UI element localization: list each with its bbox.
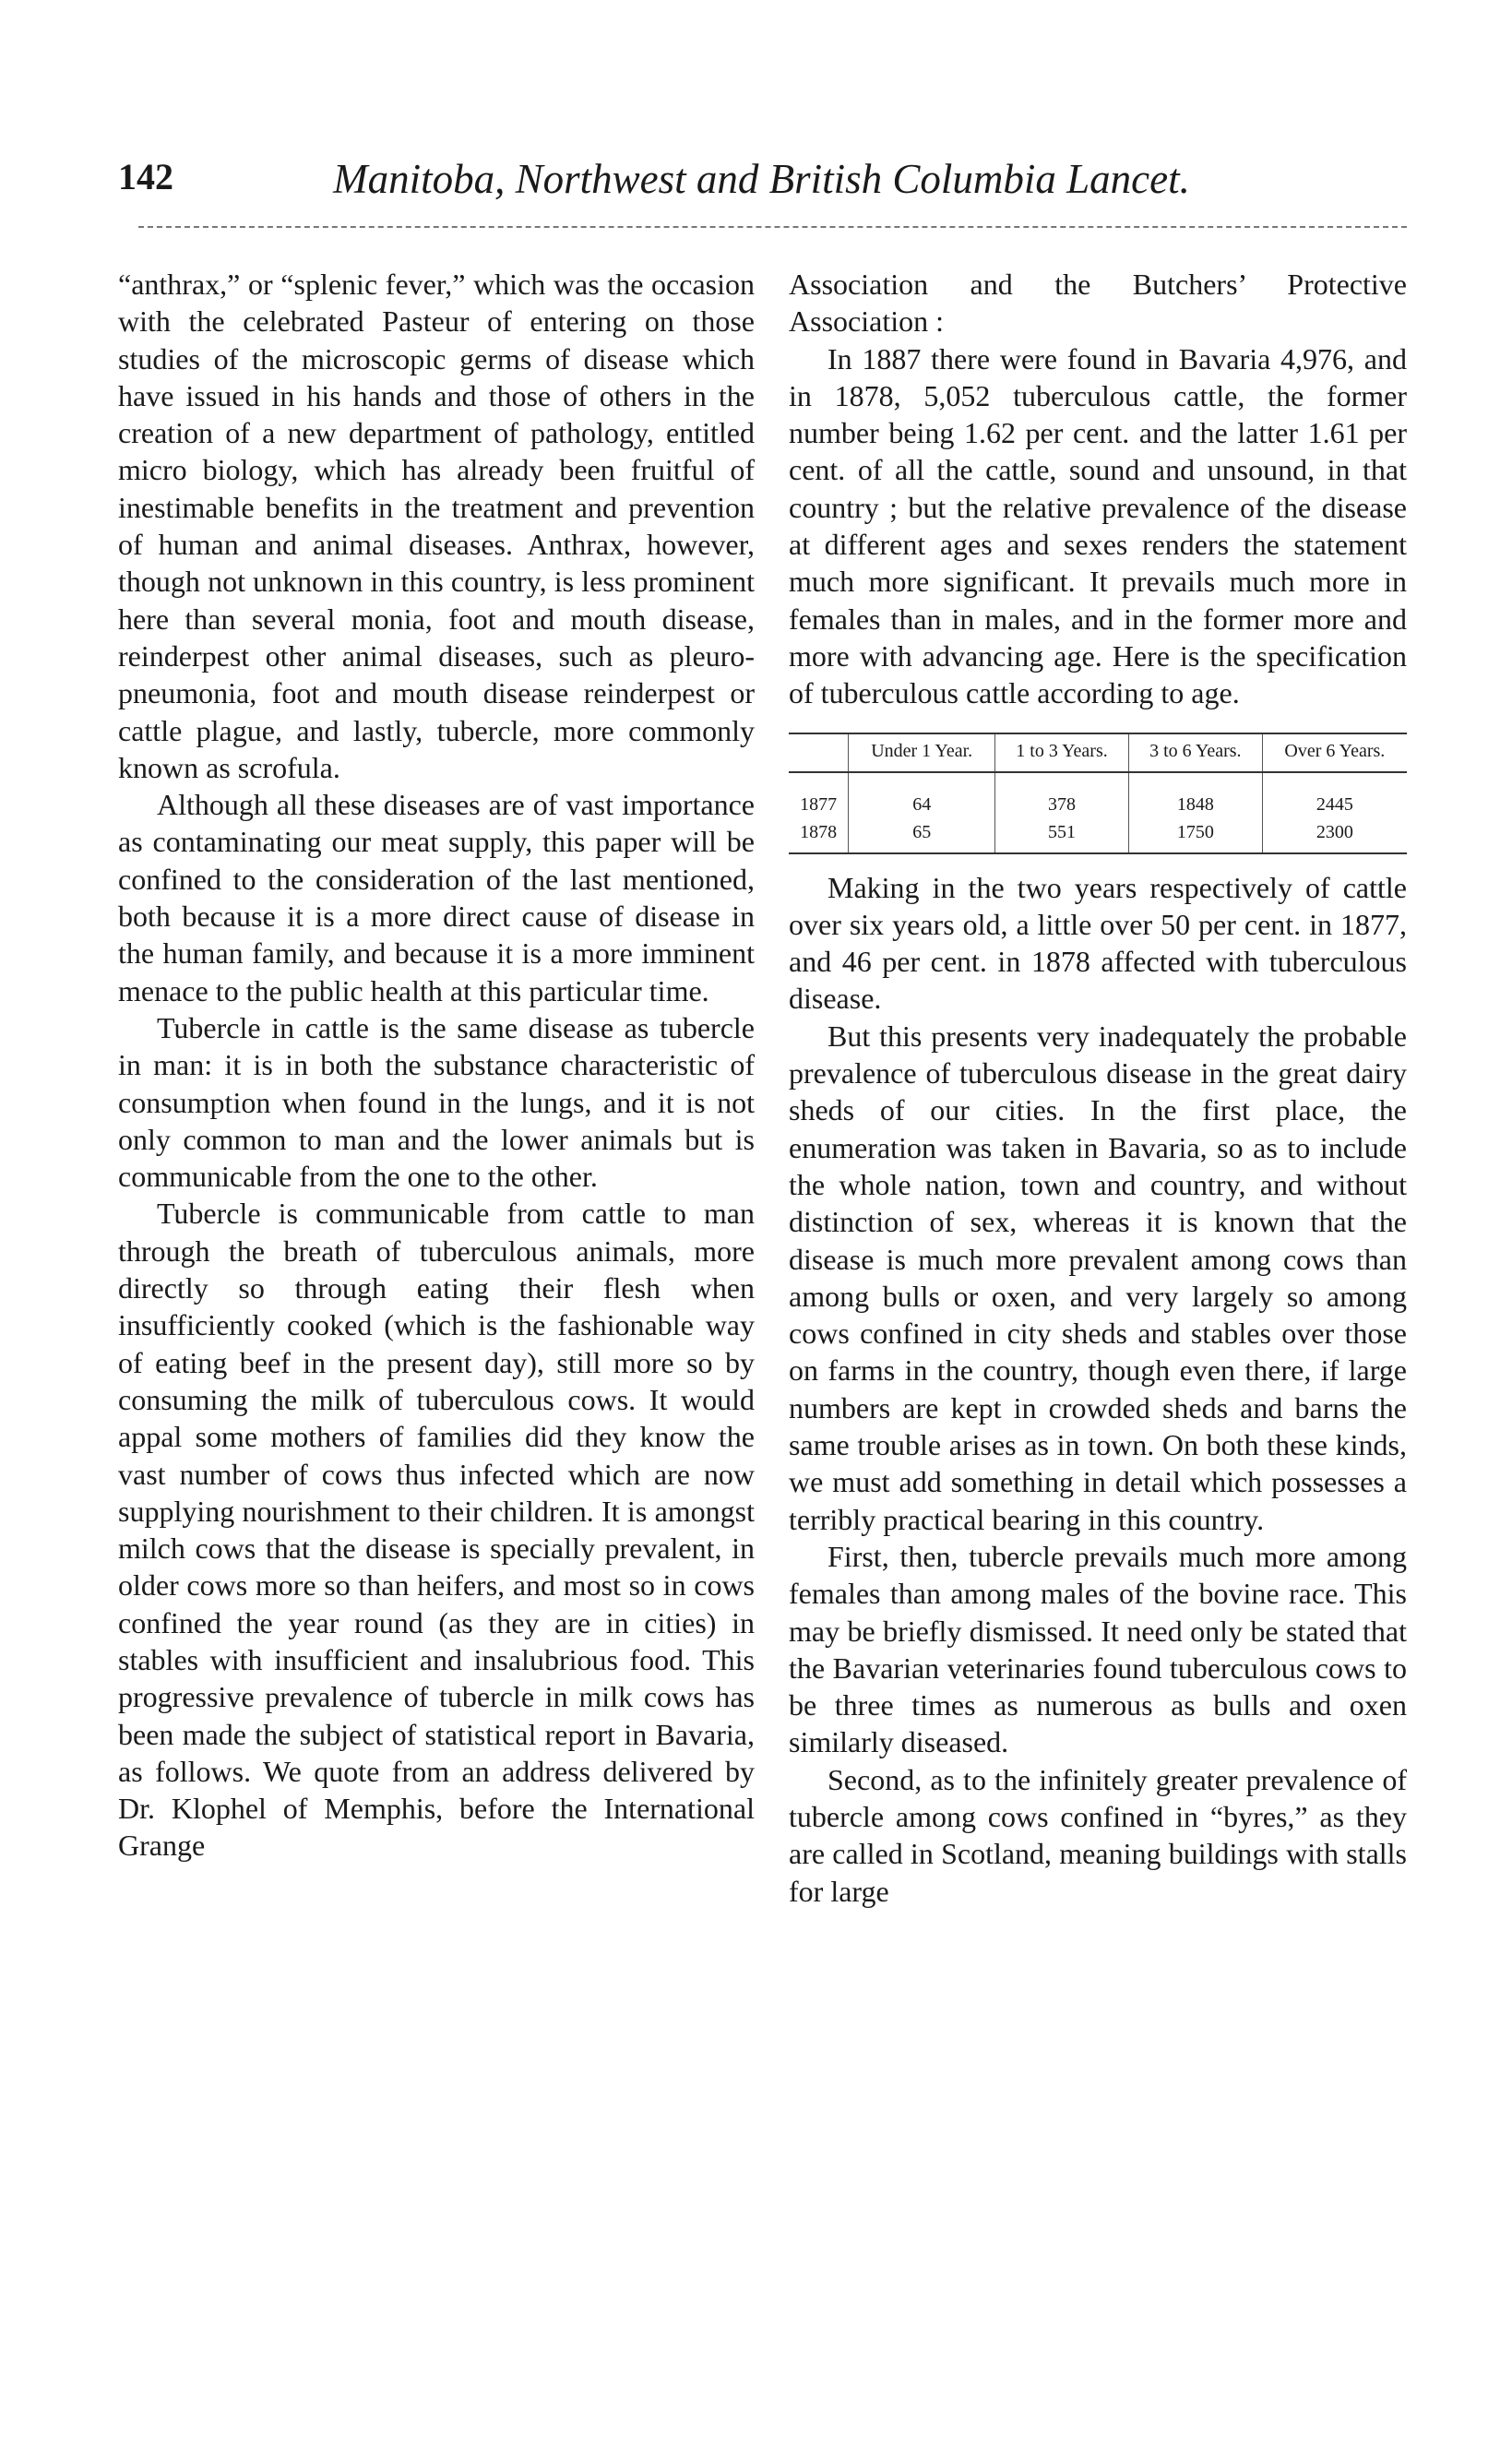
table-header-cell: 3 to 6 Years. xyxy=(1128,733,1262,772)
journal-title: Manitoba, Northwest and British Columbia Lancet. xyxy=(333,156,1190,202)
table-header-cell: Under 1 Year. xyxy=(849,733,995,772)
table-cell: 1750 xyxy=(1128,818,1262,853)
right-paragraph-5: First, then, tubercle prevails much more among females than among males of the bovine race. This may be briefly dismissed. It need only be stated that the Bavarian veterinaries found tuberculous cows to be three times as numerous as bulls and oxen similarly diseased. xyxy=(789,1539,1407,1759)
table-header-row xyxy=(789,733,1407,772)
left-paragraph-2: Although all these diseases are of vast importance as contaminating our meat supply, this paper will be confined to the consideration of the last mentioned, both because it is a more direct cause of disease in the human family, and because it is a more imminent menace to the public health at this particular time. xyxy=(118,788,755,1007)
right-paragraph-6: Second, as to the infinitely greater prevalence of tubercle among cows confined in “byres,” as they are called in Scotland, meaning buildings with stalls for large xyxy=(789,1762,1407,1908)
left-paragraph-4: Tubercle is communicable from cattle to man through the breath of tuberculous animals, more directly so through eating their flesh when insufficiently cooked (which is the fashionable way of eating beef in the present day), still more so by consuming the milk of tuberculous cows. It would appal some mothers of families did they know the vast number of cows thus infected which are now supplying nourishment to their children. It is amongst milch cows that the disease is specially prevalent, in older cows more so than heifers, and most so in cows confined the year round (as they are in cities) in stables with insufficient and insalubrious food. This progressive prevalence of tubercle in milk cows has been made the subject of statistical report in Bavaria, as follows. We quote from an address delivered by Dr. Klophel of Memphis, before the International Grange xyxy=(118,1197,755,1863)
table-cell: 2300 xyxy=(1262,818,1407,853)
page-number: 142 xyxy=(118,156,173,197)
table-row xyxy=(789,772,1407,818)
right-column xyxy=(789,266,1407,1910)
right-paragraph-1: Association and the Butchers’ Protective Association : xyxy=(789,268,1407,339)
table-cell: 2445 xyxy=(1262,772,1407,818)
right-paragraph-4: But this presents very inadequately the probable prevalence of tuberculous disease in the great dairy sheds of our cities. In the first place, the enumeration was taken in Bavaria, so as to include the whole nation, town and country, and without distinction of sex, whereas it is known that the disease is much more prevalent among cows than among bulls or oxen, and very largely so among cows confined in city sheds and stables over those on farms in the country, though even there, if large numbers are kept in crowded sheds and barns the same trouble arises as in town. On both these kinds, we must add something in detail which possesses a terribly practical bearing in this country. xyxy=(789,1019,1407,1536)
left-column xyxy=(118,266,755,1865)
tuberculous-cattle-by-age-table xyxy=(789,733,1407,854)
table-header-cell: Over 6 Years. xyxy=(1262,733,1407,772)
header-rule xyxy=(138,226,1407,228)
table-cell: 1877 xyxy=(789,772,849,818)
table-header-cell: 1 to 3 Years. xyxy=(995,733,1129,772)
left-paragraph-1: “anthrax,” or “splenic fever,” which was the occasion with the celebrated Pasteur of entering on those studies of the microscopic germs of disease which have issued in his hands and those of others in the creation of a new department of pathology, entitled micro biology, which has already been fruitful of inestimable benefits in the treatment and prevention of human and animal diseases. Anthrax, however, though not unknown in this country, is less prominent here than several monia, foot and mouth disease, reinderpest other animal diseases, such as pleuro-pneumonia, foot and mouth disease reinderpest or cattle plague, and lastly, tubercle, more commonly known as scrofula. xyxy=(118,268,755,784)
table-cell: 1878 xyxy=(789,818,849,853)
table-cell: 65 xyxy=(849,818,995,853)
page-header xyxy=(118,155,1405,220)
right-paragraph-3: Making in the two years respectively of cattle over six years old, a little over 50 per cent. in 1877, and 46 per cent. in 1878 affected with tuberculous disease. xyxy=(789,870,1407,1016)
table-cell: 64 xyxy=(849,772,995,818)
right-paragraph-2: In 1887 there were found in Bavaria 4,976, and in 1878, 5,052 tuberculous cattle, the former number being 1.62 per cent. and the latter 1.61 per cent. of all the cattle, sound and unsound, in that country ; but the relative prevalence of the disease at different ages and sexes renders the statement much more significant. It prevails much more in females than in males, and in the former more and more with advancing age. Here is the specification of tuberculous cattle according to age. xyxy=(789,341,1407,710)
table-header-cell xyxy=(789,733,849,772)
table-cell: 378 xyxy=(995,772,1129,818)
table-cell: 551 xyxy=(995,818,1129,853)
left-paragraph-3: Tubercle in cattle is the same disease as tubercle in man: it is in both the substance characteristic of consumption when found in the lungs, and it is not only common to man and the lower animals but is communicable from the one to the other. xyxy=(118,1010,755,1194)
table-row xyxy=(789,818,1407,853)
table-cell: 1848 xyxy=(1128,772,1262,818)
